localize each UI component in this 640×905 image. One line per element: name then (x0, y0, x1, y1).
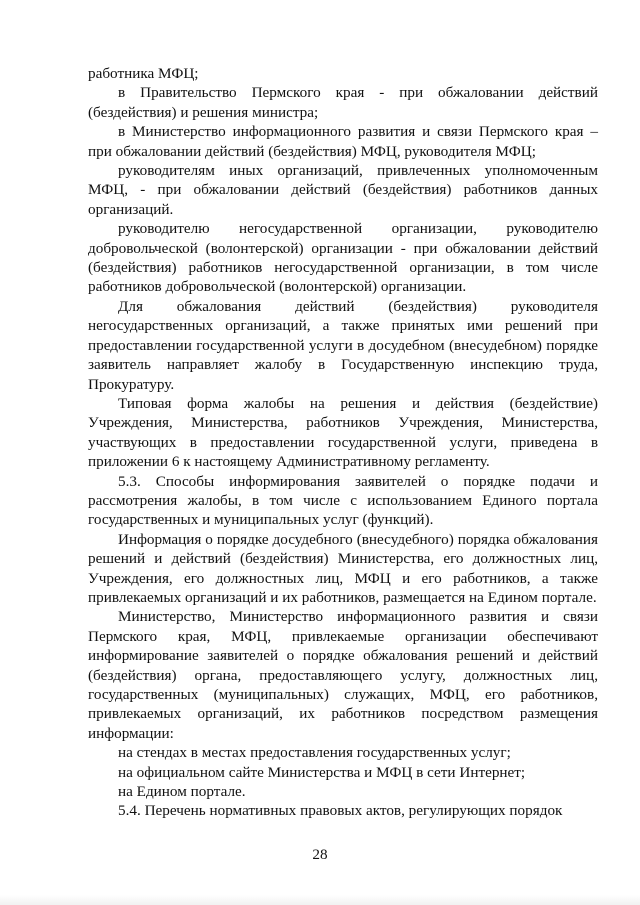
paragraph-government: в Правительство Пермского края - при обжаловании действий (бездействия) и решения министра; (88, 84, 598, 121)
paragraph-pretrial-info: Информация о порядке досудебного (внесудебного) порядка обжалования решений и действий (бездействия) Министерства, его должностных лиц, Учреждения, его должностных лиц, МФЦ и его работников, а также привлекаемых организаций и их работников, размещается на Едином портале. (88, 530, 598, 606)
body-text (88, 64, 598, 821)
paragraph-section-5-4: 5.4. Перечень нормативных правовых актов, регулирующих порядок (118, 802, 563, 820)
paragraph-section-5-3: 5.3. Способы информирования заявителей о порядке подачи и рассмотрения жалобы, в том числе с использованием Единого портала государственных и муниципальных услуг (функций). (88, 472, 598, 529)
paragraph-mfc-worker: работника МФЦ; (88, 65, 199, 82)
paragraph-ministry-it: в Министерство информационного развития и связи Пермского края – при обжаловании действий (бездействия) МФЦ, руководителя МФЦ; (88, 123, 598, 160)
paragraph-nongovernmental-head: руководителю негосударственной организации, руководителю добровольческой (волонтерской) организации - при обжаловании действий (бездействия) работников негосударственной организации, в том числе работников добровольческой (волонтерской) организации. (88, 220, 598, 296)
page-number: 28 (312, 846, 328, 863)
list-item-website: на официальном сайте Министерства и МФЦ в сети Интернет; (118, 763, 526, 781)
list-item-stands: на стендах в местах предоставления государственных услуг; (118, 744, 511, 762)
paragraph-labor-inspection: Для обжалования действий (бездействия) руководителя негосударственных организаций, а также принятых ими решений при предоставлении государственной услуги в досудебном (внесудебном) порядке заявитель направляет жалобу в Государственную инспекцию труда, Прокуратуру. (88, 297, 598, 393)
scan-edge-divider (0, 895, 640, 905)
list-item-portal: на Едином портале. (118, 783, 246, 801)
paragraph-informing-duty: Министерство, Министерство информационного развития и связи Пермского края, МФЦ, привлекаемые организации обеспечивают информирование заявителей о порядке обжалования решений и действий (бездействия) органа, предоставляющего услугу, должностных лиц, государственных (муниципальных) служащих, МФЦ, его работников, привлекаемых организаций, их работников посредством размещения информации: (88, 608, 598, 742)
paragraph-other-organizations: руководителям иных организаций, привлеченных уполномоченным МФЦ, - при обжаловании действий (бездействия) работников данных организаций. (88, 162, 598, 218)
paragraph-complaint-form: Типовая форма жалобы на решения и действия (бездействие) Учреждения, Министерства, работников Учреждения, Министерства, участвующих в предоставлении государственной услуги, приведена в приложении 6 к настоящему Административному регламенту. (88, 394, 598, 471)
